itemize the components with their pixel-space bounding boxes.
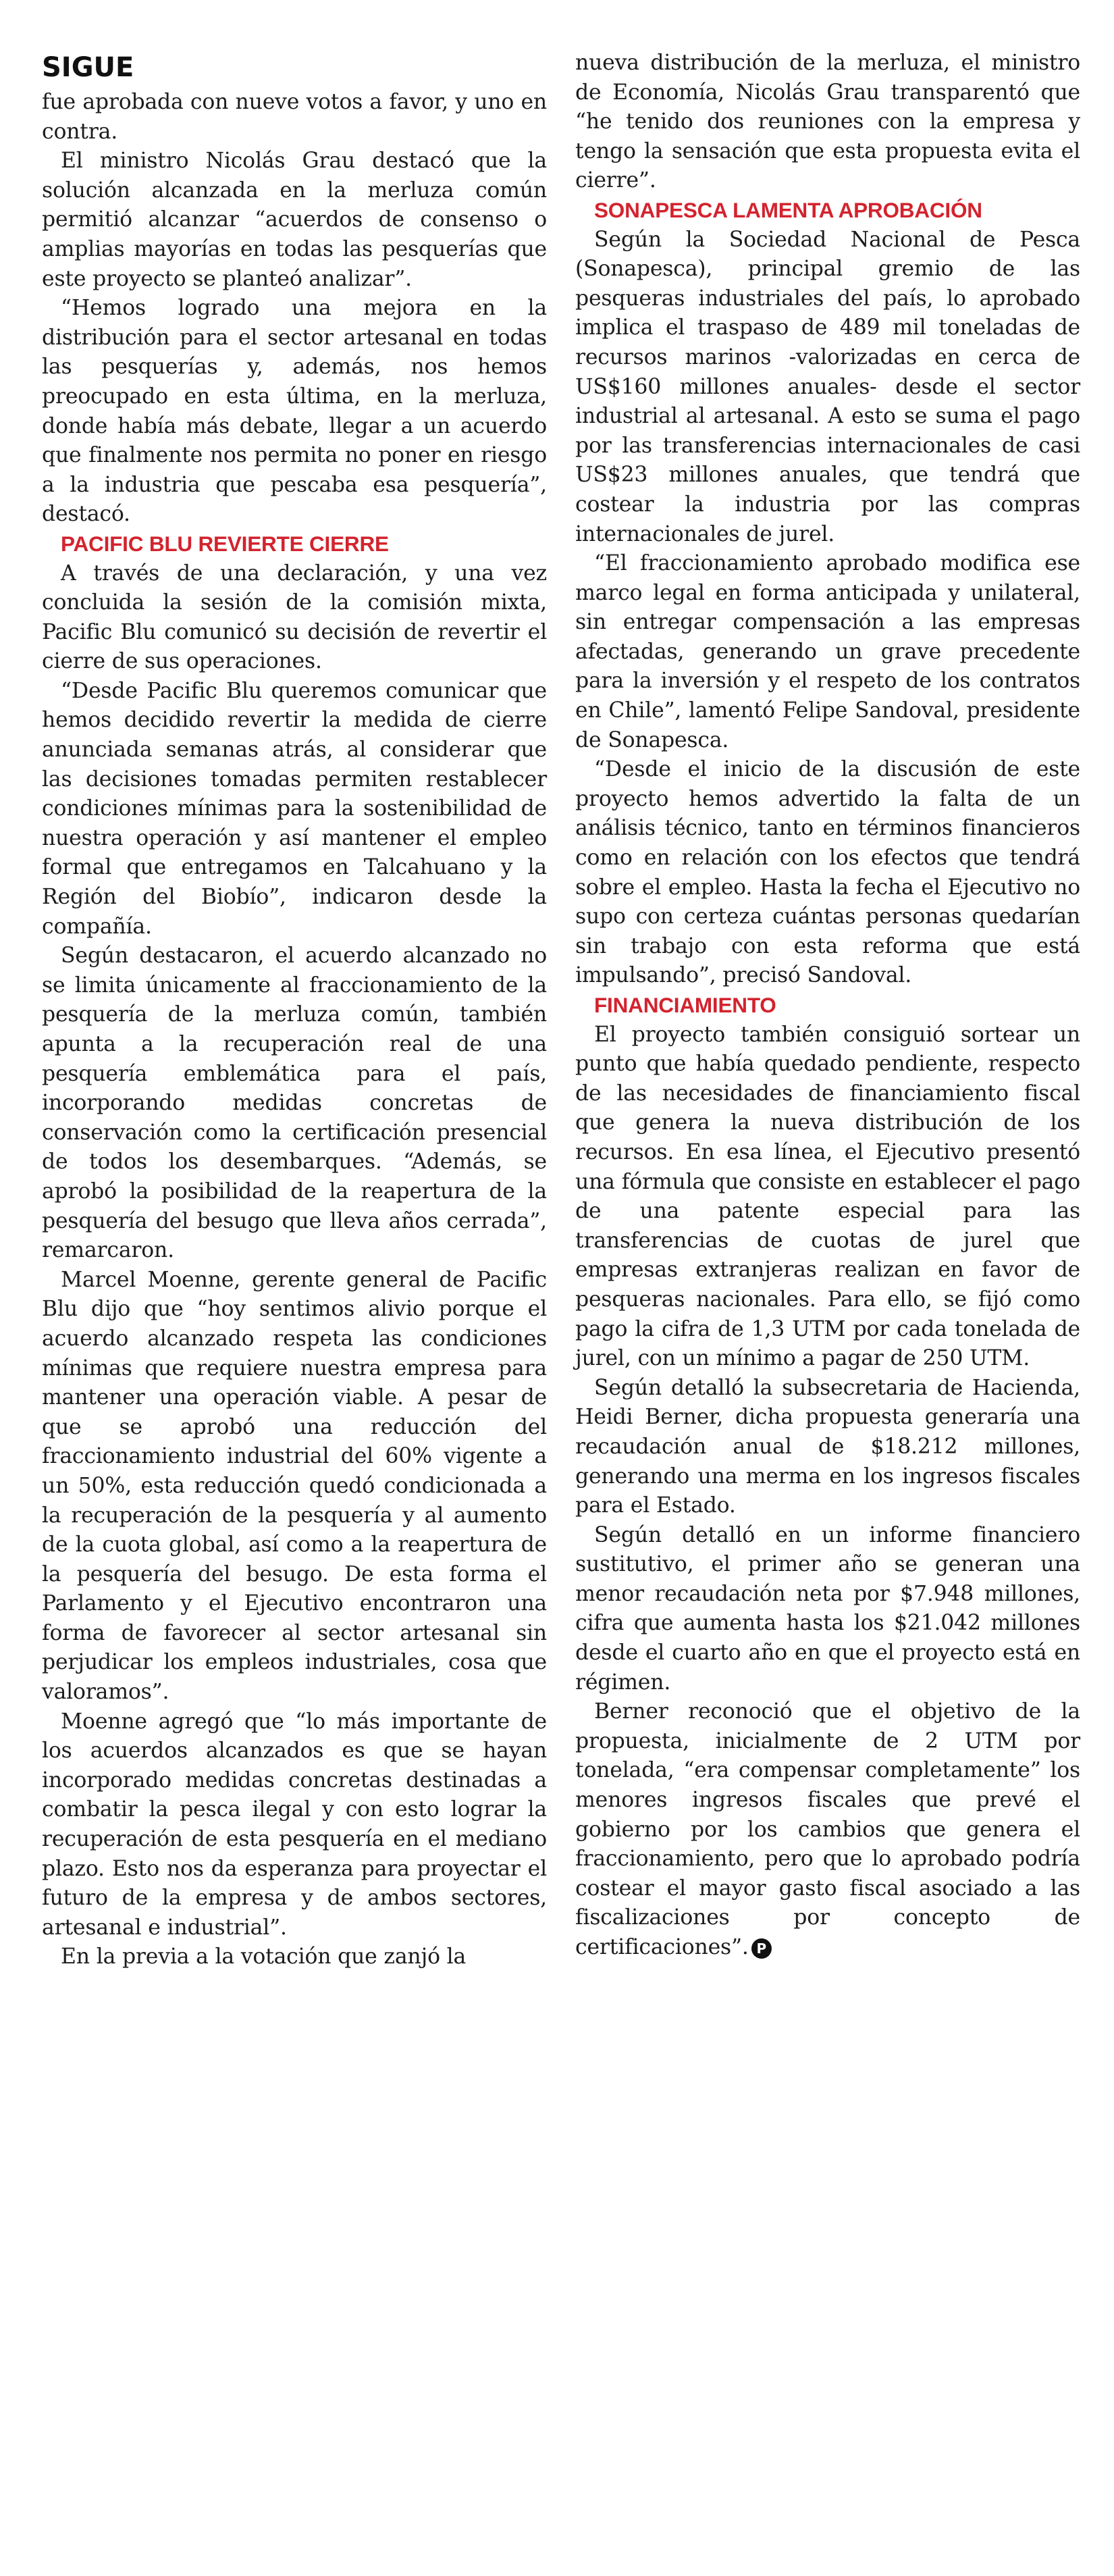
paragraph-final — [575, 1697, 1080, 1962]
paragraph: “El fraccionamiento aprobado modifica ese marco legal en forma anticipada y unilateral, sin entregar compensación a las empresas afectadas, generando un grave precedente para la inversión y el respeto de los contratos en Chile”, lamentó Felipe Sandoval, presidente de Sonapesca. — [575, 551, 1080, 752]
end-of-article-icon: P — [751, 1938, 772, 1959]
paragraph: El proyecto también consiguió sortear un punto que había quedado pendiente, respecto de las necesidades de financiamiento fiscal que genera la nueva distribución de los recursos. En esa línea, el Ejecutivo presentó una fórmula que consiste en establecer el pago de una patente especial para las transferencias de cuotas de jurel que empresas extranjeras realizan en favor de pesqueras nacionales. Para ello, se fijó como pago la cifra de 1,3 UTM por cada tonelada de jurel, con un mínimo a pagar de 250 UTM. — [575, 1022, 1080, 1371]
paragraph: Según detalló la subsecretaria de Hacienda, Heidi Berner, dicha propuesta generaría una recaudación anual de $18.212 millones, generando una merma en los ingresos fiscales para el Estado. — [575, 1375, 1080, 1518]
left-column — [42, 46, 547, 1972]
paragraph: fue aprobada con nueve votos a favor, y uno en contra. — [42, 90, 547, 144]
subheading-financiamiento: FINANCIAMIENTO — [594, 993, 776, 1017]
continuation-label: SIGUE — [42, 52, 134, 83]
paragraph: “Desde el inicio de la discusión de este proyecto hemos advertido la falta de un análisis técnico, tanto en términos financieros como en relación con los efectos que tendrá sobre el empleo. Hasta la fecha el Ejecutivo no supo con certeza cuántas personas quedarían sin trabajo con esta reforma que está impulsando”, precisó Sandoval. — [575, 757, 1080, 988]
paragraph: Según destacaron, el acuerdo alcanzado no se limita únicamente al fraccionamiento de la pesquería de la merluza común, también apunta a la recuperación real de una pesquería emblemática para el país, incorporando medidas concretas de conservación como la certificación presencial de todos los desembarques. “Además, se aprobó la posibilidad de la reapertura de la pesquería del besugo que lleva años cerrada”, remarcaron. — [42, 944, 547, 1263]
paragraph: El ministro Nicolás Grau destacó que la solución alcanzada en la merluza común permitió alcanzar “acuerdos de consenso o amplias mayorías en todas las pesquerías que este proyecto se planteó analizar”. — [42, 149, 547, 291]
right-column — [575, 49, 1080, 1963]
paragraph: Según la Sociedad Nacional de Pesca (Sonapesca), principal gremio de las pesqueras industriales del país, lo aprobado implica el traspaso de 489 mil toneladas de recursos marinos -valorizadas en cerca de US$160 millones anuales- desde el sector industrial al artesanal. A esto se suma el pago por las transferencias internacionales de casi US$23 millones anuales, que tendrá que costear la industria por las compras internacionales de jurel. — [575, 227, 1080, 546]
paragraph: Según detalló en un informe financiero sustitutivo, el primer año se generan una menor recaudación neta por $7.948 millones, cifra que aumenta hasta los $21.042 millones desde el cuarto año en que el proyecto está en régimen. — [575, 1522, 1080, 1695]
paragraph: En la previa a la votación que zanjó la — [61, 1944, 467, 1969]
paragraph: “Hemos logrado una mejora en la distribución para el sector artesanal en todas las pesquerías y, además, nos hemos preocupado en esta última, en la merluza, donde había más debate, llegar a un acuerdo que finalmente nos permita no poner en riesgo a la industria que pescaba esa pesquería”, destacó. — [42, 296, 547, 527]
paragraph: “Desde Pacific Blu queremos comunicar que hemos decidido revertir la medida de cierre anunciada semanas atrás, al considerar que las decisiones tomadas permiten restablecer condiciones mínimas para la sostenibilidad de nuestra operación y así mantener el empleo formal que entregamos en Talcahuano y la Región del Biobío”, indicaron desde la compañía. — [42, 678, 547, 939]
paragraph-final-text: Berner reconoció que el objetivo de la propuesta, inicialmente de 2 UTM por tonelada, “era compensar completamente” los menores ingresos fiscales que prevé el gobierno por los cambios que genera el fraccionamiento, pero que lo aprobado podría costear el mayor gasto fiscal asociado a las fiscalizaciones por concepto de certificaciones”. — [575, 1699, 1080, 1959]
subheading-sonapesca: SONAPESCA LAMENTA APROBACIÓN — [594, 197, 982, 222]
paragraph: A través de una declaración, y una vez concluida la sesión de la comisión mixta, Pacific Blu comunicó su decisión de revertir el cierre de sus operaciones. — [42, 561, 547, 674]
subheading-pacific-blu: PACIFIC BLU REVIERTE CIERRE — [61, 531, 389, 556]
paragraph: Marcel Moenne, gerente general de Pacific Blu dijo que “hoy sentimos alivio porque el acuerdo alcanzado respeta las condiciones mínimas que requiere nuestra empresa para mantener una operación viable. A pesar de que se aprobó una reducción del fraccionamiento industrial del 60% vigente a un 50%, esta reducción quedó condicionada a la recuperación de la pesquería y al aumento de la cuota global, así como a la reapertura de la pesquería del besugo. De esta forma el Parlamento y el Ejecutivo encontraron una forma de favorecer al sector artesanal sin perjudicar los empleos industriales, cosa que valoramos”. — [42, 1267, 547, 1705]
paragraph: Moenne agregó que “lo más importante de los acuerdos alcanzados es que se hayan incorporado medidas concretas destinadas a combatir la pesca ilegal y con esto lograr la recuperación de esta pesquería en el mediano plazo. Esto nos da esperanza para proyectar el futuro de la empresa y de ambos sectores, artesanal e industrial”. — [42, 1709, 547, 1940]
paragraph: nueva distribución de la merluza, el ministro de Economía, Nicolás Grau transparentó que “he tenido dos reuniones con la empresa y tengo la sensación que esta propuesta evita el cierre”. — [575, 51, 1080, 193]
